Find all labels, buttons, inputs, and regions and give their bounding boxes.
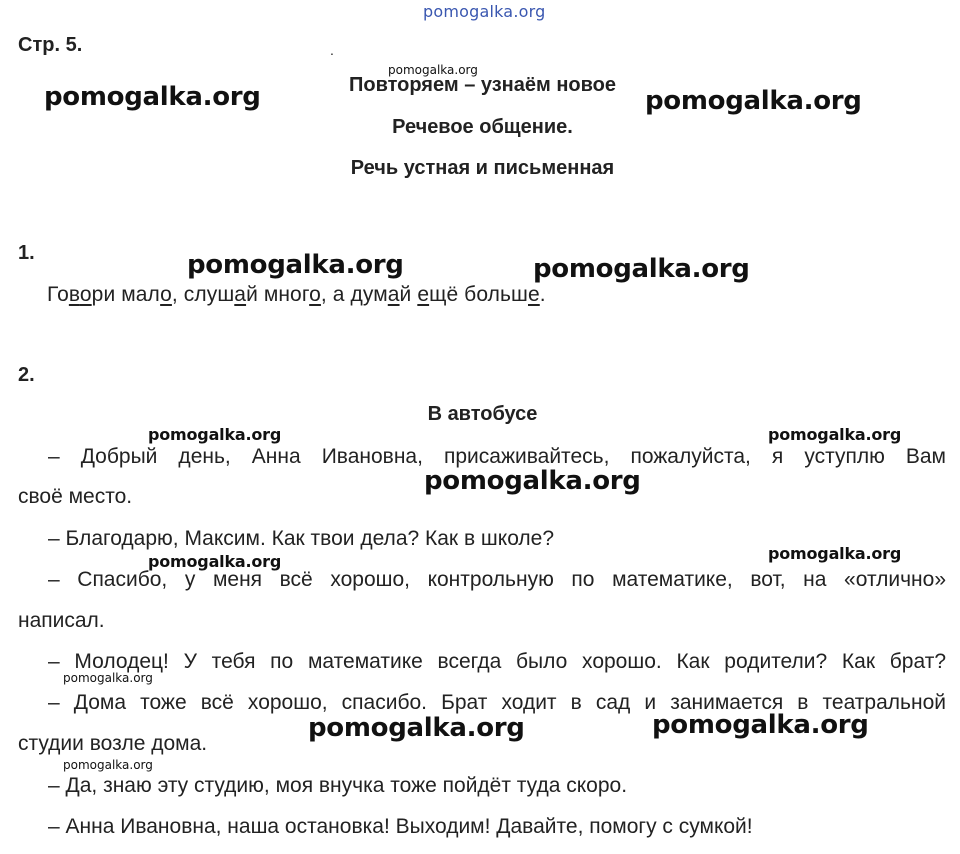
proverb-part: , слуш <box>171 283 235 306</box>
watermark: pomogalka.org <box>424 466 641 496</box>
proverb-underlined-letter: е <box>527 283 540 306</box>
heading-subtopic: Речь устная и письменная <box>350 157 615 179</box>
watermark: pomogalka.org <box>187 250 404 280</box>
watermark: pomogalka.org <box>308 713 525 743</box>
proverb-underlined-letter: о <box>79 283 92 306</box>
proverb-underlined-letter: а <box>234 283 247 306</box>
watermark: pomogalka.org <box>148 425 282 444</box>
heading-section: Повторяем – узнаём новое <box>348 74 617 96</box>
proverb-part: ри мал <box>91 283 161 306</box>
dialog-line: – Дома тоже всё хорошо, спасибо. Брат ходит в сад и занимается в театральной <box>48 691 946 714</box>
dialog-line: – Спасибо, у меня всё хорошо, контрольную по математике, вот, на «отлично» <box>48 568 946 591</box>
proverb-part: Го <box>47 283 69 306</box>
heading-topic: Речевое общение. <box>392 116 573 138</box>
dialog-line: – Благодарю, Максим. Как твои дела? Как в школе? <box>48 527 555 550</box>
watermark: pomogalka.org <box>148 552 282 571</box>
dialog-title: В автобусе <box>427 403 538 425</box>
proverb-part: й <box>399 283 418 306</box>
dialog-line: своё место. <box>18 485 133 508</box>
proverb-underlined-letter: в <box>68 283 80 306</box>
dialog-line: – Да, знаю эту студию, моя внучка тоже пойдёт туда скоро. <box>48 774 628 797</box>
dialog-line: написал. <box>18 609 105 632</box>
task-2-number: 2. <box>18 364 35 386</box>
watermark: pomogalka.org <box>645 86 862 116</box>
page-label: Стр. 5. <box>18 34 83 56</box>
dialog-line: студии возле дома. <box>18 732 208 755</box>
proverb-underlined-letter: е <box>417 283 430 306</box>
task-1-number: 1. <box>18 242 35 264</box>
stray-dot: . <box>330 42 334 58</box>
proverb-part: й мног <box>246 283 310 306</box>
dialog-line: – Анна Ивановна, наша остановка! Выходим! Давайте, помогу с сумкой! <box>48 815 753 838</box>
proverb-underlined-letter: о <box>160 283 172 306</box>
proverb-underlined-letter: о <box>309 283 321 306</box>
proverb-part: щё больш <box>429 283 528 306</box>
watermark: pomogalka.org <box>768 425 902 444</box>
watermark-top: pomogalka.org <box>423 2 546 21</box>
watermark: pomogalka.org <box>44 82 261 112</box>
watermark: pomogalka.org <box>63 758 153 772</box>
watermark: pomogalka.org <box>768 544 902 563</box>
proverb-underlined-letter: а <box>387 283 400 306</box>
watermark: pomogalka.org <box>388 63 478 77</box>
watermark: pomogalka.org <box>533 254 750 284</box>
proverb-part: , а дум <box>320 283 388 306</box>
watermark: pomogalka.org <box>652 710 869 740</box>
watermark: pomogalka.org <box>63 671 153 685</box>
proverb-part: . <box>539 283 546 306</box>
dialog-line: – Молодец! У тебя по математике всегда было хорошо. Как родители? Как брат? <box>48 650 946 673</box>
dialog-line: – Добрый день, Анна Ивановна, присаживайтесь, пожалуйста, я уступлю Вам <box>48 445 946 468</box>
